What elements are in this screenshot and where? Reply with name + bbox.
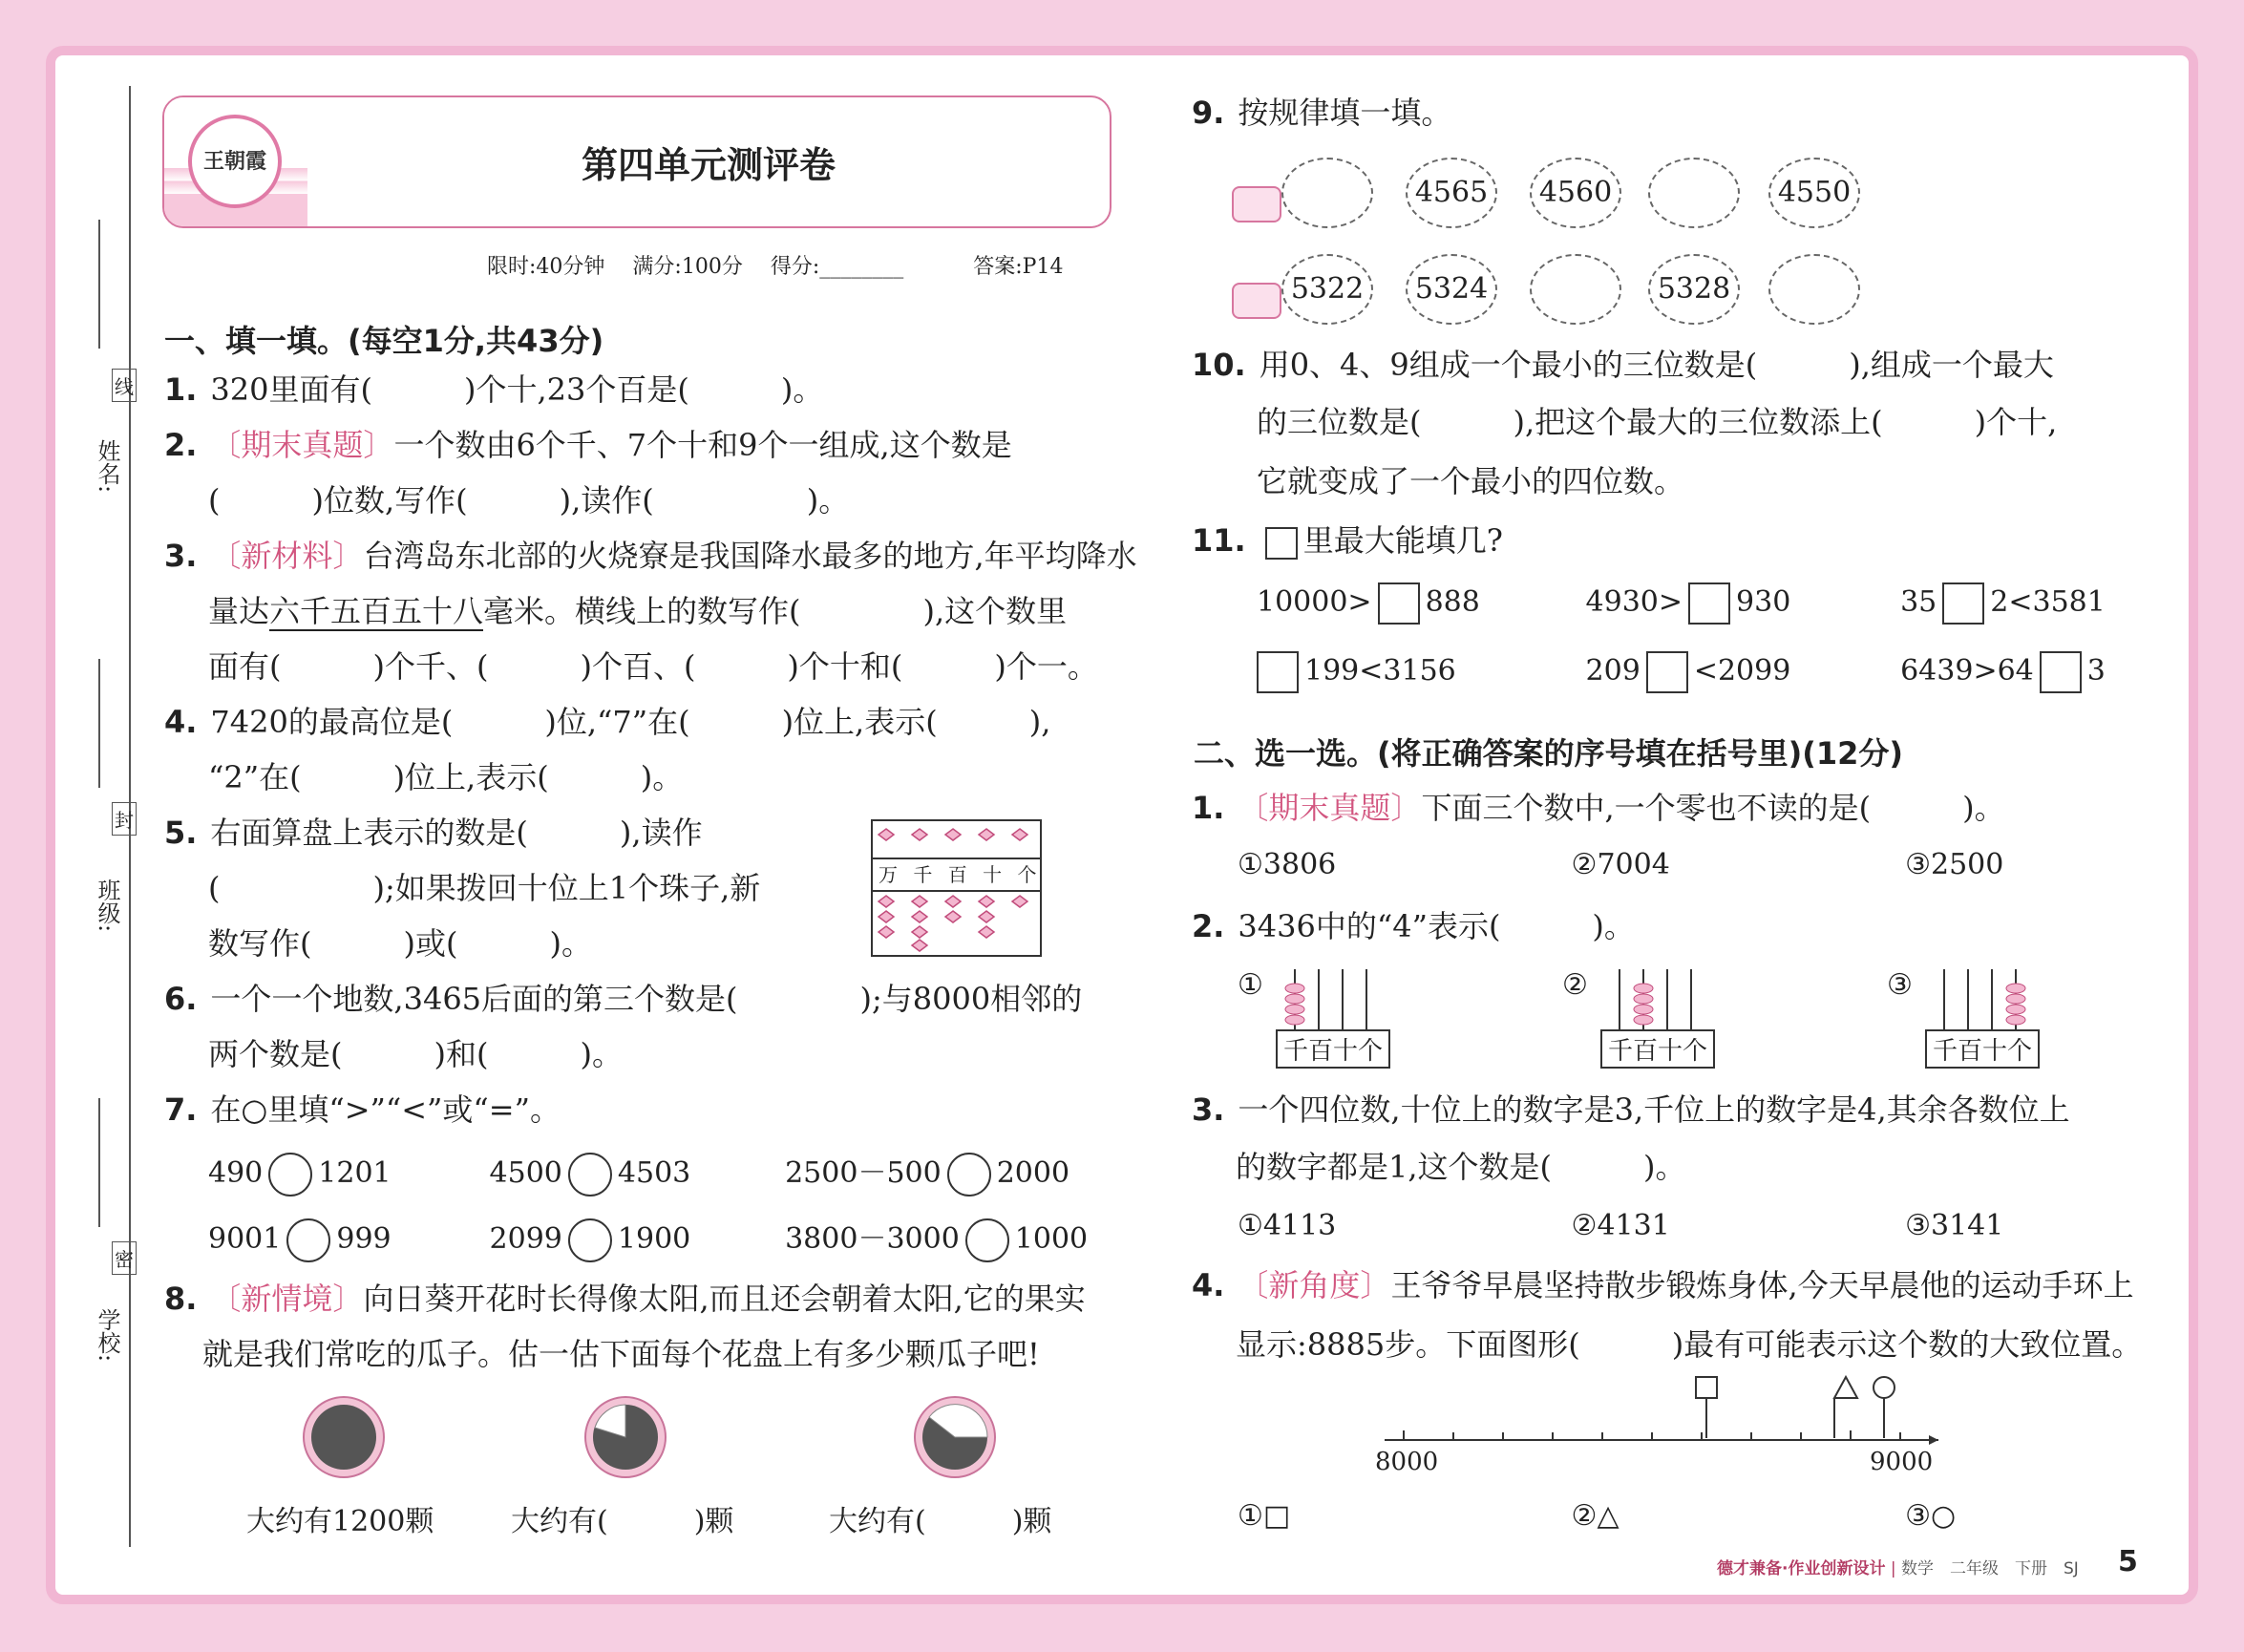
c4: 4. 〔新角度〕王爷爷早晨坚持散步锻炼身体,今天早晨他的运动手环上	[1192, 1267, 2134, 1303]
compare-circle[interactable]	[965, 1218, 1009, 1262]
seq-oval[interactable]	[1768, 254, 1860, 325]
q8-answer-2: 大约有( )颗	[511, 1505, 734, 1538]
time-limit: 限时:40分钟	[487, 255, 605, 279]
q7: 7. 在○里填“>”“<”或“=”。	[164, 1091, 561, 1128]
q5-line3: 数写作( )或( )。	[208, 925, 592, 962]
answer-ref: 答案:P14	[973, 255, 1064, 279]
class-label: 班级:	[94, 879, 120, 933]
q7-row2: 9001 999 2099 1900 3800－3000 1000	[208, 1215, 1088, 1262]
digit-box[interactable]	[1257, 651, 1299, 693]
digit-box[interactable]	[1378, 582, 1420, 625]
c4-option-2[interactable]: ②△	[1571, 1499, 1619, 1533]
seq-oval: 4565	[1406, 158, 1497, 228]
footer-brand: 德才兼备·作业创新设计 | 数学 二年级 下册 SJ	[1717, 1559, 2079, 1578]
q2: 2. 〔期末真题〕一个数由6个千、7个十和9个一组成,这个数是	[164, 427, 1012, 463]
c4-options	[1238, 1499, 1956, 1533]
counter-rods	[1276, 964, 1381, 1029]
seal-mi-label: 密	[112, 1241, 137, 1275]
c4-option-1[interactable]: ①□	[1238, 1499, 1291, 1533]
q3: 3. 〔新材料〕台湾岛东北部的火烧寮是我国降水最多的地方,年平均降水	[164, 538, 1137, 574]
q5: 5. 右面算盘上表示的数是( ),读作	[164, 815, 703, 851]
q4: 4. 7420的最高位是( )位,“7”在( )位上,表示( ),	[164, 704, 1051, 740]
q8-answer-3: 大约有( )颗	[829, 1505, 1052, 1538]
axis-label-9000: 9000	[1870, 1448, 1934, 1476]
place-value-label: 千百十个	[1276, 1029, 1390, 1069]
school-label: 学校:	[94, 1308, 120, 1363]
q8-tag: 〔新情境〕	[210, 1281, 364, 1317]
q6: 6. 一个一个地数,3465后面的第三个数是( );与8000相邻的	[164, 981, 1083, 1017]
q8: 8. 〔新情境〕向日葵开花时长得像太阳,而且还会朝着太阳,它的果实	[164, 1281, 1086, 1317]
c3-option-2[interactable]: ②4131	[1571, 1209, 1670, 1242]
axis-label-8000: 8000	[1375, 1448, 1439, 1476]
c2-option-3[interactable]: ③ 千百十个	[1887, 964, 2078, 1070]
c3-line2: 的数字都是1,这个数是( )。	[1236, 1149, 1686, 1185]
c4-option-3[interactable]: ③○	[1905, 1499, 1957, 1533]
place-value-label: 千百十个	[1925, 1029, 2040, 1069]
c1-option-1[interactable]: ①3806	[1238, 848, 1337, 881]
compare-circle[interactable]	[947, 1153, 991, 1197]
c1-option-2[interactable]: ②7004	[1571, 848, 1670, 881]
name-label: 姓名:	[94, 439, 120, 494]
abacus-label-ge: 个	[1017, 863, 1037, 886]
abacus-label-bai: 百	[947, 863, 967, 886]
logo-badge: 王朝霞	[188, 115, 282, 208]
tin-icon	[1232, 283, 1281, 319]
full-score: 满分:100分	[632, 255, 743, 279]
q3-line3: 面有( )个千、( )个百、( )个十和( )个一。	[208, 648, 1098, 685]
q11-row1: 10000> 888 4930> 930 35 2<3581	[1257, 582, 2106, 625]
digit-box[interactable]	[1688, 582, 1730, 625]
compare-circle[interactable]	[568, 1153, 612, 1197]
seq-oval[interactable]	[1648, 158, 1740, 228]
page-title: 第四单元测评卷	[581, 144, 836, 186]
abacus-beads	[873, 821, 1040, 955]
abacus-label-wan: 万	[879, 863, 898, 886]
seq-oval[interactable]	[1530, 254, 1621, 325]
q3-underlined: 六千五百五十八	[269, 593, 484, 629]
q3-line2: 量达六千五百五十八毫米。横线上的数写作( ),这个数里	[208, 593, 1068, 629]
c1-options	[1238, 848, 2003, 881]
seq-oval: 4550	[1768, 158, 1860, 228]
q2-line2: ( )位数,写作( ),读作( )。	[208, 482, 850, 519]
number-line	[1375, 1375, 1948, 1451]
seal-line-label: 线	[112, 369, 137, 402]
c3-option-3[interactable]: ③3141	[1905, 1209, 2004, 1242]
place-value-label: 千百十个	[1600, 1029, 1715, 1069]
c3-options	[1238, 1209, 2003, 1242]
binding-labels	[91, 0, 134, 1652]
seq-oval: 4560	[1530, 158, 1621, 228]
c2-option-1[interactable]: ① 千百十个	[1238, 964, 1429, 1070]
q5-line2: ( );如果拨回十位上1个珠子,新	[208, 870, 761, 906]
title-box	[162, 95, 1111, 228]
seq-oval: 5322	[1281, 254, 1373, 325]
c1-option-3[interactable]: ③2500	[1905, 848, 2004, 881]
logo	[164, 97, 307, 226]
c2: 2. 3436中的“4”表示( )。	[1192, 908, 1635, 944]
counter-rods	[1600, 964, 1705, 1029]
info-line	[487, 250, 1063, 280]
tin-icon	[1232, 186, 1281, 222]
c4-tag: 〔新角度〕	[1238, 1267, 1391, 1303]
sunflower-1	[301, 1394, 387, 1480]
seq-oval[interactable]	[1281, 158, 1373, 228]
sunflower-2	[582, 1394, 668, 1480]
q9: 9. 按规律填一填。	[1192, 95, 1452, 131]
q3-tag: 〔新材料〕	[210, 538, 364, 574]
q10-line2: 的三位数是( ),把这个最大的三位数添上( )个十,	[1257, 404, 2058, 440]
q2-tag: 〔期末真题〕	[210, 427, 394, 463]
q6-line2: 两个数是( )和( )。	[208, 1036, 623, 1072]
section-1-heading: 一、填一填。(每空1分,共43分)	[164, 323, 604, 359]
compare-circle[interactable]	[268, 1153, 312, 1197]
c1-tag: 〔期末真题〕	[1238, 790, 1422, 826]
q4-line2: “2”在( )位上,表示( )。	[208, 759, 684, 795]
abacus-label-qian: 千	[913, 863, 933, 886]
sunflower-3	[912, 1394, 998, 1480]
q11-row2: 199<3156 209 <2099 6439>64 3	[1251, 651, 2106, 693]
seq-oval: 5324	[1406, 254, 1497, 325]
q8-answer-1: 大约有1200颗	[246, 1505, 434, 1538]
page-number: 5	[2118, 1545, 2138, 1578]
abacus	[871, 819, 1042, 957]
q11: 11. 里最大能填几?	[1192, 522, 1503, 559]
abacus-label-shi: 十	[983, 863, 1003, 886]
score-field: 得分:________	[770, 255, 904, 279]
c2-option-2[interactable]: ② 千百十个	[1562, 964, 1753, 1070]
seal-feng-label: 封	[112, 802, 137, 836]
q8-line2: 就是我们常吃的瓜子。估一估下面每个花盘上有多少颗瓜子吧!	[202, 1336, 1040, 1372]
c1: 1. 〔期末真题〕下面三个数中,一个零也不读的是( )。	[1192, 790, 2005, 826]
q10: 10. 用0、4、9组成一个最小的三位数是( ),组成一个最大	[1192, 347, 2054, 383]
digit-box[interactable]	[1942, 582, 1984, 625]
q1: 1. 320里面有( )个十,23个百是( )。	[164, 371, 824, 408]
seq-oval: 5328	[1648, 254, 1740, 325]
counter-rods	[1925, 964, 2030, 1029]
c3: 3. 一个四位数,十位上的数字是3,千位上的数字是4,其余各数位上	[1192, 1091, 2070, 1128]
section-2-heading: 二、选一选。(将正确答案的序号填在括号里)(12分)	[1194, 735, 1904, 772]
q7-row1: 490 1201 4500 4503 2500－500 2000	[208, 1149, 1069, 1197]
digit-box[interactable]	[1646, 651, 1688, 693]
digit-box[interactable]	[2040, 651, 2082, 693]
compare-circle[interactable]	[568, 1218, 612, 1262]
compare-circle[interactable]	[286, 1218, 330, 1262]
c3-option-1[interactable]: ①4113	[1238, 1209, 1337, 1242]
q10-line3: 它就变成了一个最小的四位数。	[1257, 463, 1685, 499]
c4-line2: 显示:8885步。下面图形( )最有可能表示这个数的大致位置。	[1236, 1326, 2143, 1363]
box-icon	[1265, 527, 1298, 560]
